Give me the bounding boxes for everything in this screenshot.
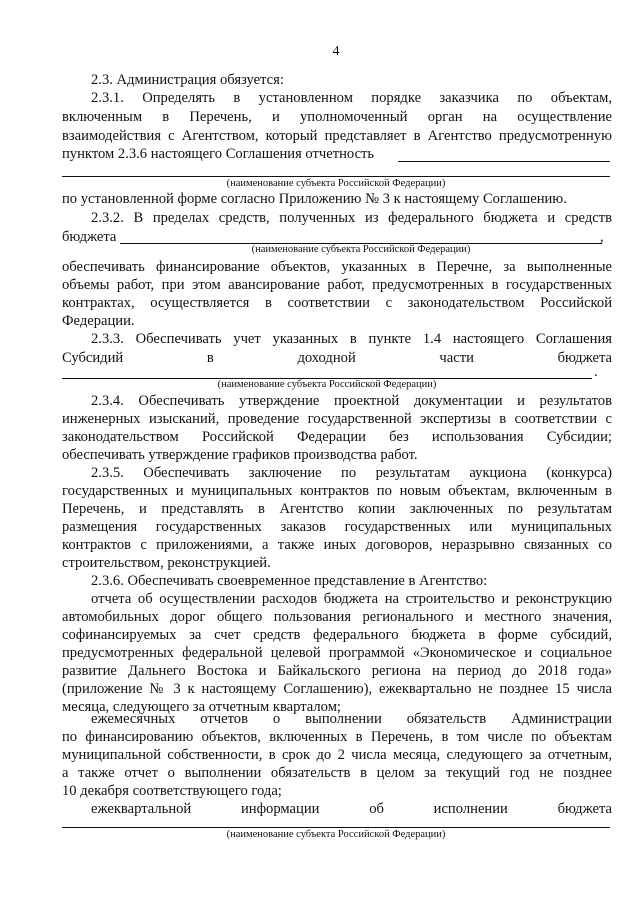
field-caption: (наименование субъекта Российской Федерации) xyxy=(251,244,471,255)
paragraph-line: софинансируемых за счет средств федерального бюджета в форме субсидий, xyxy=(62,627,612,643)
paragraph-line: 2.3.2. В пределах средств, полученных из федерального бюджета и средств xyxy=(91,210,612,226)
paragraph-line: муниципальной собственности, в срок до 2 числа месяца, следующего за отчетным, xyxy=(62,747,612,763)
paragraph-line: ежеквартальной информации об исполнении бюджета xyxy=(91,801,612,817)
paragraph-line: 10 декабря соответствующего года; xyxy=(62,783,282,799)
paragraph-line: контрактах, осуществляется в соответствии с законодательством Российской xyxy=(62,295,612,311)
field-caption: (наименование субъекта Российской Федерации) xyxy=(217,379,437,390)
paragraph-line: Перечень, и представлять в Агентство копии заключенных по результатам xyxy=(62,501,612,517)
paragraph-line: инженерных изысканий, проведение государственной экспертизы в соответствии с xyxy=(62,411,612,427)
paragraph-line: Субсидий в доходной части бюджета xyxy=(62,350,612,366)
paragraph-line: обеспечивать утверждение графиков производства работ. xyxy=(62,447,418,463)
paragraph-line: пунктом 2.3.6 настоящего Соглашения отчетность xyxy=(62,146,375,162)
field-caption: (наименование субъекта Российской Федерации) xyxy=(226,178,446,189)
paragraph-line: по финансированию объектов, включенных в Перечень, в том числе по объектам xyxy=(62,729,612,745)
page-number: 4 xyxy=(332,44,340,59)
paragraph-line: Федерации. xyxy=(62,313,135,329)
paragraph-line: 2.3.1. Определять в установленном порядке заказчика по объектам, xyxy=(91,90,612,106)
paragraph-line: по установленной форме согласно Приложению № 3 к настоящему Соглашению. xyxy=(62,191,567,207)
paragraph-line: контрактов с приложениями, а также иных договоров, неразрывно связанных со xyxy=(62,537,612,553)
paragraph-line: отчета об осуществлении расходов бюджета на строительство и реконструкцию xyxy=(91,591,612,607)
paragraph-line: взаимодействия с Агентством, который представляет в Агентство предусмотренную xyxy=(62,128,612,144)
fill-in-line xyxy=(62,176,610,177)
paragraph-line: бюджета xyxy=(62,229,117,245)
period-mark: . xyxy=(594,364,598,380)
paragraph-line: законодательством Российской Федерации без использования Субсидии; xyxy=(62,429,612,445)
paragraph-line: а также отчет о выполнении обязательств в целом за текущий год не позднее xyxy=(62,765,612,781)
paragraph-line: 2.3. Администрация обязуется: xyxy=(91,72,284,88)
fill-in-line xyxy=(62,827,610,828)
paragraph-line: строительством, реконструкцией. xyxy=(62,555,271,571)
paragraph-line: обеспечивать финансирование объектов, указанных в Перечне, за выполненные xyxy=(62,259,612,275)
field-caption: (наименование субъекта Российской Федерации) xyxy=(226,829,446,840)
paragraph-line: предусмотренных федеральной целевой программой «Экономическое и социальное xyxy=(62,645,612,661)
paragraph-line: включенным в Перечень, и уполномоченный орган на осуществление xyxy=(62,109,612,125)
paragraph-line: 2.3.4. Обеспечивать утверждение проектной документации и результатов xyxy=(91,393,612,409)
paragraph-line: развитие Дальнего Востока и Байкальского региона на период до 2018 года» xyxy=(62,663,612,679)
paragraph-line: объемы работ, при этом авансирование работ, предусмотренных в государственных xyxy=(62,277,612,293)
fill-in-line xyxy=(398,161,610,162)
paragraph-line: размещения государственных заказов государственных или муниципальных xyxy=(62,519,612,535)
paragraph-line: государственных и муниципальных контрактов по новым объектам, включенным в xyxy=(62,483,612,499)
paragraph-line: ежемесячных отчетов о выполнении обязательств Администрации xyxy=(91,711,612,727)
paragraph-line: 2.3.6. Обеспечивать своевременное представление в Агентство: xyxy=(91,573,488,589)
paragraph-line: (приложение № 3 к настоящему Соглашению), ежеквартально не позднее 15 числа xyxy=(62,681,612,697)
paragraph-line: месяца, следующего за отчетным кварталом; xyxy=(62,699,341,715)
paragraph-line: автомобильных дорог общего пользования регионального и местного значения, xyxy=(62,609,612,625)
paragraph-line: 2.3.5. Обеспечивать заключение по результатам аукциона (конкурса) xyxy=(91,465,612,481)
paragraph-line: 2.3.3. Обеспечивать учет указанных в пункте 1.4 настоящего Соглашения xyxy=(91,331,612,347)
comma-mark: , xyxy=(600,229,604,245)
